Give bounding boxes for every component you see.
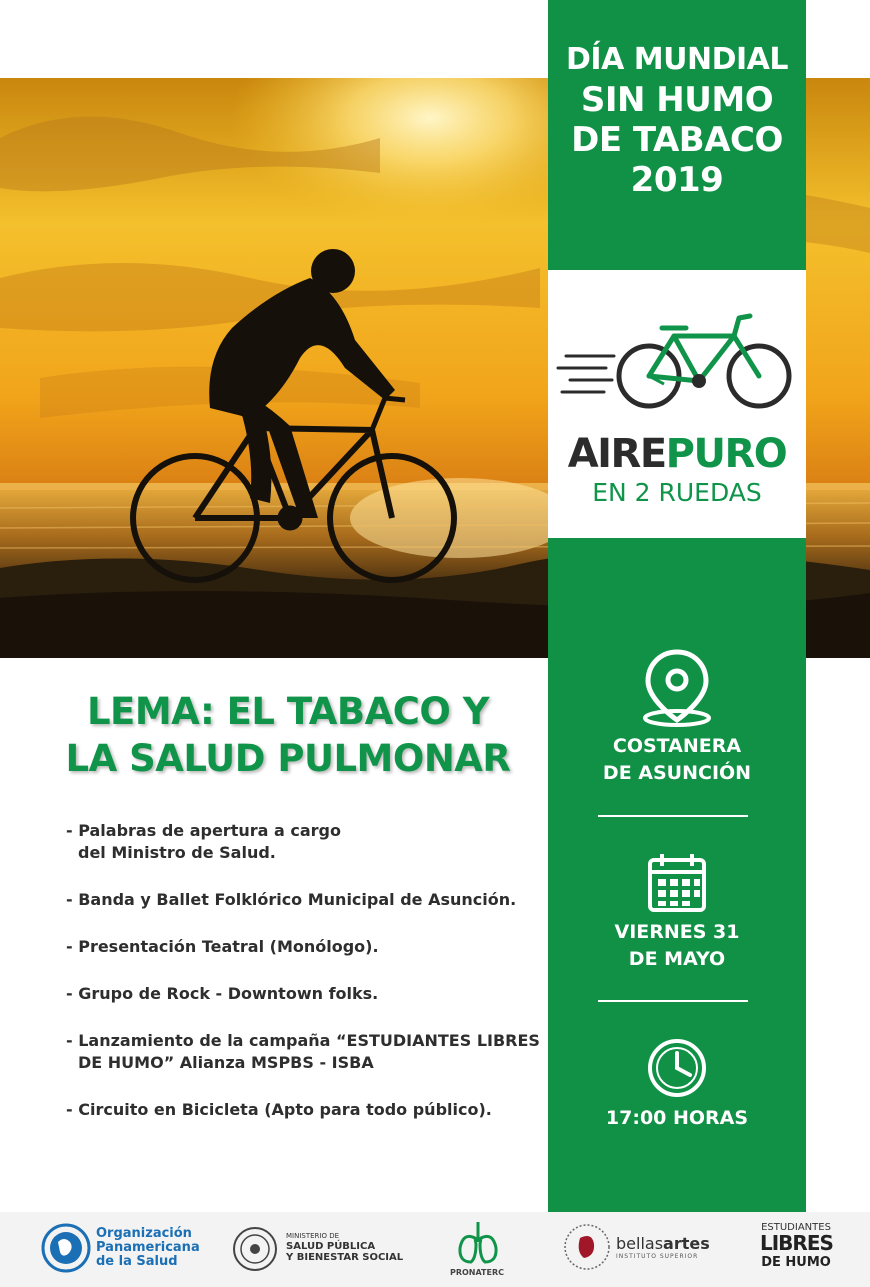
- bicycle-icon: [554, 306, 800, 416]
- list-item: [66, 820, 544, 864]
- date-text: [548, 919, 806, 973]
- lema-heading: [28, 688, 548, 782]
- artes-word: artes: [663, 1234, 710, 1253]
- program-item-line-1: - Palabras de apertura a cargo: [66, 821, 341, 840]
- time-text: 17:00 HORAS: [605, 1107, 749, 1129]
- ops-globe-logo: [40, 1222, 92, 1274]
- list-item: [66, 983, 544, 1005]
- ministry-line-2: Y BIENESTAR SOCIAL: [286, 1252, 404, 1263]
- location-line-2: DE ASUNCIÓN: [602, 762, 752, 784]
- date-line-1: VIERNES 31: [614, 921, 740, 943]
- bellas-artes-seal-logo: [562, 1222, 612, 1272]
- divider: [598, 1000, 748, 1002]
- lema-line-2: LA SALUD PULMONAR: [65, 737, 511, 780]
- program-item-line-1: - Banda y Ballet Folklórico Municipal de Asunción.: [66, 890, 517, 909]
- title-line-2: SIN HUMO: [580, 80, 774, 120]
- divider: [598, 815, 748, 817]
- program-item-line-2: DE HUMO” Alianza MSPBS - ISBA: [78, 1053, 374, 1072]
- lungs-icon: [455, 1218, 501, 1268]
- libres-word: LIBRES: [760, 1231, 833, 1255]
- brand-aire: AIRE: [567, 431, 666, 477]
- list-item: [66, 1030, 544, 1074]
- ops-name: [96, 1227, 200, 1269]
- ministry-small: MINISTERIO DE: [286, 1232, 340, 1240]
- program-item-line-1: - Grupo de Rock - Downtown folks.: [66, 984, 379, 1003]
- title-line-3: DE TABACO: [571, 120, 783, 160]
- bellas-artes-subtitle: INSTITUTO SUPERIOR: [616, 1253, 699, 1260]
- ops-line-2: Panamericana: [96, 1240, 200, 1255]
- list-item: [66, 936, 544, 958]
- campaign-logo-box: [548, 270, 806, 538]
- calendar-icon: [548, 852, 806, 914]
- location-text: [548, 733, 806, 787]
- bellas-artes-name: [616, 1234, 710, 1253]
- title-line-4: 2019: [630, 160, 724, 200]
- title-line-1: DÍA MUNDIAL: [566, 42, 788, 77]
- clock-icon: [548, 1037, 806, 1099]
- program-list: [66, 820, 544, 1146]
- pronaterc-name: PRONATERC: [449, 1268, 505, 1277]
- de-humo-word: DE HUMO: [761, 1255, 831, 1270]
- location-line-1: COSTANERA: [612, 735, 742, 757]
- ministry-name: [286, 1241, 403, 1263]
- lema-line-1: LEMA: EL TABACO Y: [86, 690, 490, 733]
- brand-puro: PURO: [665, 431, 787, 477]
- brand-subtitle: EN 2 RUEDAS: [592, 478, 762, 507]
- location-pin-icon: [548, 648, 806, 728]
- ops-line-1: Organización: [96, 1226, 192, 1241]
- campaign-title: [548, 40, 806, 200]
- program-item-line-2: del Ministro de Salud.: [78, 843, 276, 862]
- program-item-line-1: - Circuito en Bicicleta (Apto para todo público).: [66, 1100, 492, 1119]
- ministry-seal-logo: [232, 1226, 278, 1272]
- list-item: [66, 1099, 544, 1121]
- bellas-word: bellas: [616, 1234, 664, 1253]
- airepuro-logo: [548, 430, 806, 478]
- ops-line-3: de la Salud: [96, 1254, 178, 1269]
- program-item-line-1: - Lanzamiento de la campaña “ESTUDIANTES LIBRES: [66, 1031, 540, 1050]
- list-item: [66, 889, 544, 911]
- date-line-2: DE MAYO: [628, 948, 726, 970]
- ministry-line-1: SALUD PÚBLICA: [286, 1241, 376, 1252]
- program-item-line-1: - Presentación Teatral (Monólogo).: [66, 937, 379, 956]
- estudiantes-word: ESTUDIANTES: [761, 1222, 831, 1233]
